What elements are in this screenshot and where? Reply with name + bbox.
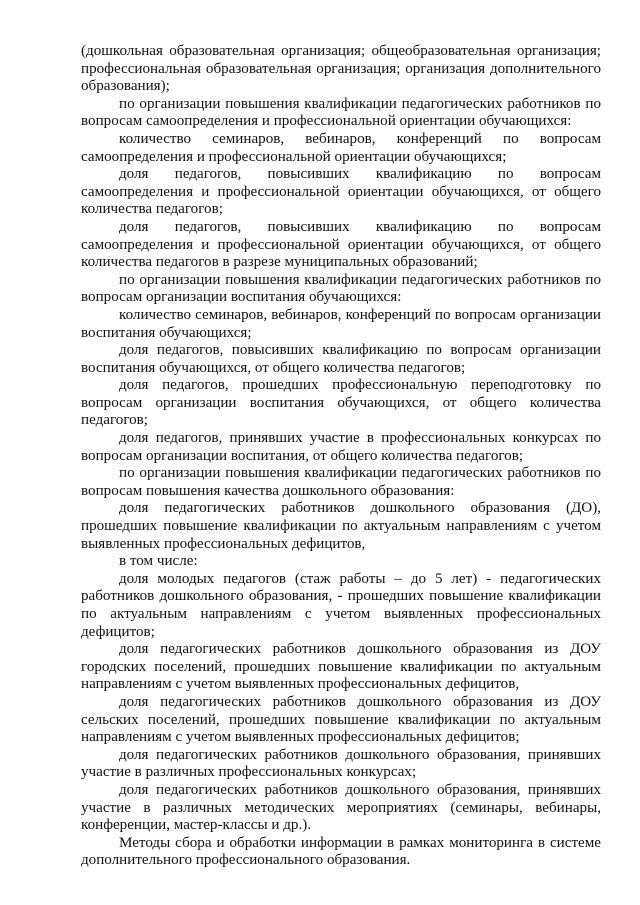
paragraph: доля педагогов, повысивших квалификацию по вопросам самоопределения и профессиональной ориентации обучающихся, от общего количества педагогов в разрезе муниципальных образований; [81, 218, 601, 271]
paragraph: доля педагогических работников дошкольного образования из ДОУ городских поселений, прошедших повышение квалификации по актуальным направлениям с учетом выявленных профессиональных дефицитов, [81, 641, 601, 693]
paragraph: доля педагогов, повысивших квалификацию по вопросам организации воспитания обучающихся, от общего количества педагогов; [81, 342, 601, 376]
paragraph: по организации повышения квалификации педагогических работников по вопросам самоопределения и профессиональной ориентации обучающихся: [81, 95, 601, 130]
paragraph: доля педагогических работников дошкольного образования, принявших участие в различных методических мероприятиях (семинары, вебинары, конференции, мастер-классы и др.). [81, 781, 601, 834]
paragraph: доля педагогов, прошедших профессиональную переподготовку по вопросам организации воспитания обучающихся, от общего количества педагогов; [81, 377, 601, 429]
document-page [81, 43, 601, 870]
paragraph: по организации повышения квалификации педагогических работников по вопросам повышения качества дошкольного образования: [81, 465, 601, 499]
paragraph: доля педагогов, принявших участие в профессиональных конкурсах по вопросам организации воспитания, от общего количества педагогов; [81, 430, 601, 464]
paragraph: доля педагогических работников дошкольного образования из ДОУ сельских поселений, прошедших повышение квалификации по актуальным направлениям с учетом выявленных профессиональных дефицитов; [81, 693, 601, 746]
paragraph: количество семинаров, вебинаров, конференций по вопросам организации воспитания обучающихся; [81, 306, 601, 341]
paragraph: количество семинаров, вебинаров, конференций по вопросам самоопределения и профессиональной ориентации обучающихся; [81, 130, 601, 165]
paragraph: доля педагогов, повысивших квалификацию по вопросам самоопределения и профессиональной ориентации обучающихся, от общего количества педагогов; [81, 166, 601, 218]
paragraph: по организации повышения квалификации педагогических работников по вопросам организации воспитания обучающихся: [81, 271, 601, 306]
paragraph: доля педагогических работников дошкольного образования, принявших участие в различных профессиональных конкурсах; [81, 746, 601, 781]
paragraph: (дошкольная образовательная организация; общеобразовательная организация; профессиональная образовательная организация; организация дополнительного образования); [81, 43, 601, 95]
paragraph: доля педагогических работников дошкольного образования (ДО), прошедших повышение квалификации по актуальным направлениям с учетом выявленных профессиональных дефицитов, [81, 500, 601, 552]
paragraph: Методы сбора и обработки информации в рамках мониторинга в системе дополнительного профессионального образования. [81, 834, 601, 869]
paragraph: в том числе: [119, 553, 198, 570]
paragraph: доля молодых педагогов (стаж работы – до 5 лет) - педагогических работников дошкольного образования, - прошедших повышение квалификации по актуальным направлениям с учетом выявленных профессиональных дефицитов; [81, 570, 601, 640]
